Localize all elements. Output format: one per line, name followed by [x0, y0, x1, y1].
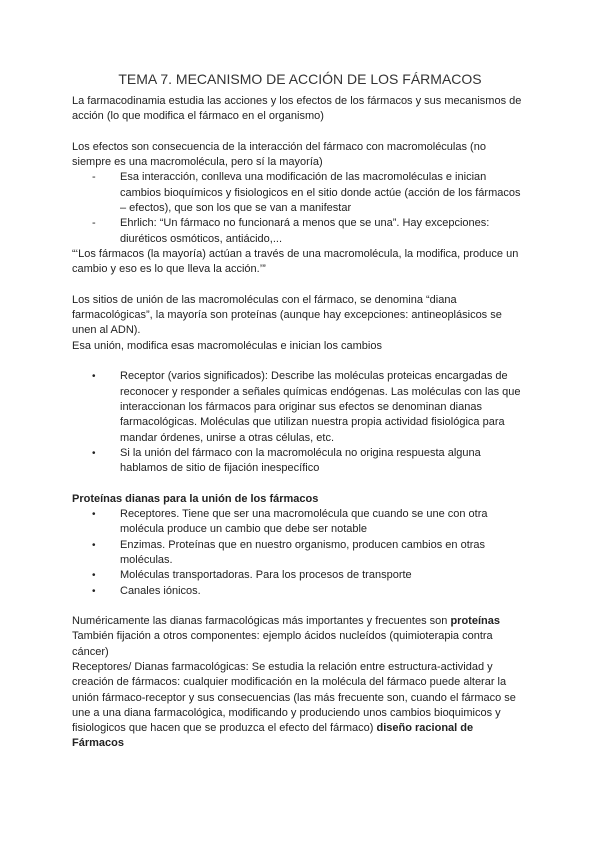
numeric-paragraph: [72, 614, 528, 629]
effects-paragraph: Los efectos son consecuencia de la interacción del fármaco con macromoléculas (no siempre es una macromolécula, pero sí la mayoría): [72, 140, 486, 169]
numeric-bold: proteínas: [450, 615, 500, 628]
page-title: TEMA 7. MECANISMO DE ACCIÓN DE LOS FÁRMACOS: [118, 71, 482, 87]
dash-list: [72, 170, 528, 246]
list-item: • Si la unión del fármaco con la macromolécula no origina respuesta alguna hablamos de sitio de fijación inespecífico: [90, 446, 528, 477]
list-item: • Moléculas transportadoras. Para los procesos de transporte: [90, 568, 528, 583]
list-item: • Receptor (varios significados): Describe las moléculas proteicas encargadas de reconocer y responder a señales químicas endógenas. Las moléculas con las que interaccionan los fármacos para originar sus efectos se denominan dianas farmacológicas. Moléculas que utilizan nuestra propia actividad fisiológica para mandar órdenes, unirse a otras células, etc.: [90, 369, 528, 445]
list-item: • Enzimas. Proteínas que en nuestro organismo, producen cambios en otras moléculas.: [90, 538, 528, 569]
list-item: • Receptores. Tiene que ser una macromolécula que cuando se une con otra molécula produce un cambio que debe ser notable: [90, 507, 528, 538]
section-heading: Proteínas dianas para la unión de los fármacos: [72, 492, 319, 505]
bullet-list-targets: [72, 507, 528, 599]
numeric-text: Numéricamente las dianas farmacológicas más importantes y frecuentes son: [72, 615, 451, 628]
intro-paragraph: La farmacodinamia estudia las acciones y los efectos de los fármacos y sus mecanismos de acción (lo que modifica el fármaco en el organismo): [72, 95, 522, 123]
dash-item: - Ehrlich: “Un fármaco no funcionará a menos que se una”. Hay excepciones: diuréticos osmóticos, antiácido,...: [90, 216, 528, 247]
binding-sites-paragraph: Los sitios de unión de las macromoléculas con el fármaco, se denomina “diana farmacológicas”, la mayoría son proteínas (aunque hay excepciones: antineoplásicos se unen al ADN).: [72, 293, 502, 337]
list-item: • Canales iónicos.: [90, 584, 528, 599]
bullet-list-receptor: [72, 369, 528, 476]
fixation-paragraph: También fijación a otros componentes: ejemplo ácidos nucleídos (quimioterapia contra cáncer): [72, 630, 493, 658]
receptors-bold: diseño racional de Fármacos: [72, 722, 474, 750]
dash-item: - Esa interacción, conlleva una modificación de las macromoléculas e inician cambios bioquímicos y fisiologicos en el sitio donde actúe (acción de los fármacos – efectos), que son los que se van a manifestar: [90, 170, 528, 216]
receptors-text: Receptores/ Dianas farmacológicas: Se estudia la relación entre estructura-actividad y creación de fármacos: cualquier modificación en la molécula del fármaco puede alterar la unión fármaco-receptor y sus consecuencias (las más frecuente son, cuando el fármaco se une a una diana farmacológica, modificando y produciendo unos cambios bioquimicos y fisiologicos que hacen que se produzca el efecto del fármaco): [72, 660, 516, 735]
binding-union-paragraph: Esa unión, modifica esas macromoléculas e inician los cambios: [72, 339, 382, 352]
quote-paragraph: “‘Los fármacos (la mayoría) actúan a través de una macromolécula, la modifica, produce un cambio y eso es lo que lleva la acción.’”: [72, 247, 519, 276]
receptors-paragraph: [72, 660, 528, 752]
